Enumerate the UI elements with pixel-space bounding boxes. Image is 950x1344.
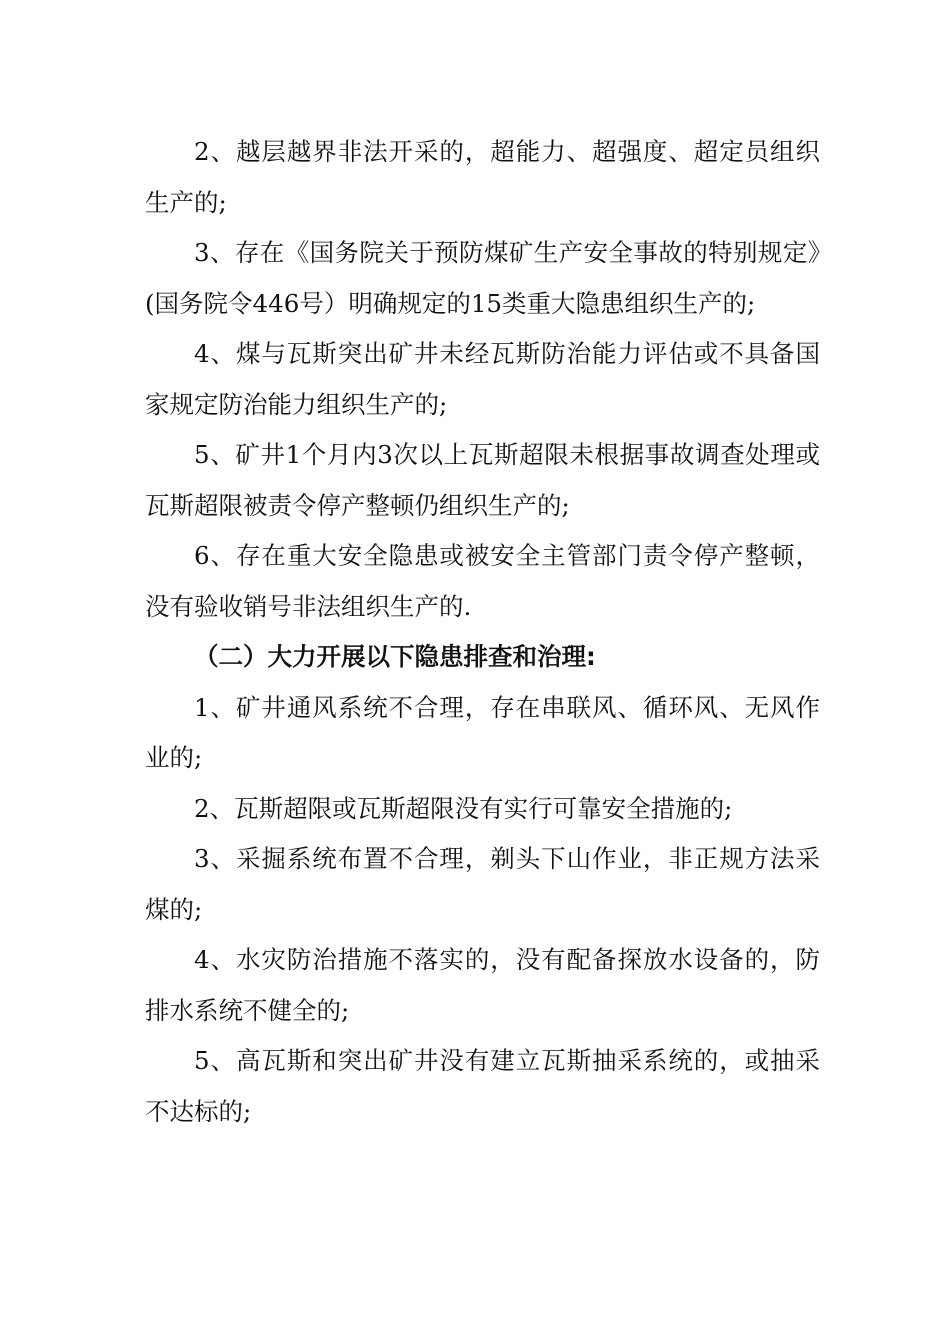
- list-item: 5、高瓦斯和突出矿井没有建立瓦斯抽采系统的，或抽采不达标的;: [145, 1046, 820, 1126]
- document-body: [145, 127, 820, 1137]
- list-item: 4、水灾防治措施不落实的，没有配备探放水设备的，防排水系统不健全的;: [145, 945, 820, 1025]
- section-heading: （二）大力开展以下隐患排查和治理:: [194, 642, 596, 671]
- list-item: 3、存在《国务院关于预防煤矿生产安全事故的特别规定》(国务院令446号）明确规定的15类重大隐患组织生产的;: [145, 238, 820, 318]
- list-item: 2、越层越界非法开采的，超能力、超强度、超定员组织生产的;: [145, 137, 820, 217]
- list-item: 4、煤与瓦斯突出矿井未经瓦斯防治能力评估或不具备国家规定防治能力组织生产的;: [145, 339, 820, 419]
- list-item: 3、采掘系统布置不合理，剃头下山作业，非正规方法采煤的;: [145, 844, 820, 924]
- list-item: 1、矿井通风系统不合理，存在串联风、循环风、无风作业的;: [145, 692, 820, 772]
- list-item: 6、存在重大安全隐患或被安全主管部门责令停产整顿，没有验收销号非法组织生产的.: [145, 541, 820, 621]
- list-item: 2、瓦斯超限或瓦斯超限没有实行可靠安全措施的;: [194, 793, 733, 823]
- list-item: 5、矿井1个月内3次以上瓦斯超限未根据事故调查处理或瓦斯超限被责令停产整顿仍组织生产的;: [145, 440, 820, 520]
